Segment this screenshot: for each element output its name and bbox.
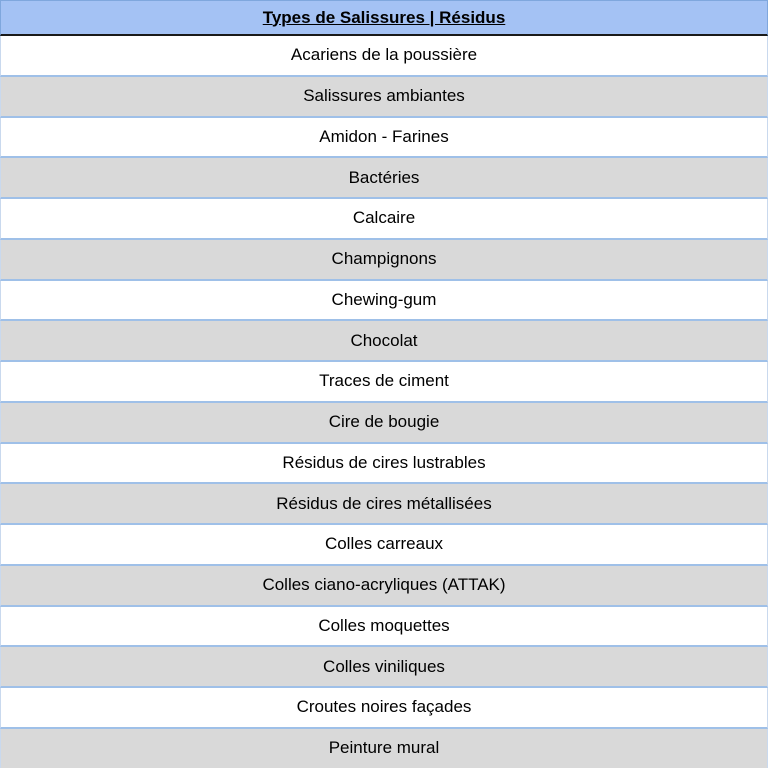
table-row[interactable]: Acariens de la poussière — [0, 36, 768, 77]
table-row[interactable]: Peinture mural — [0, 729, 768, 768]
table-header[interactable]: Types de Salissures | Résidus — [0, 0, 768, 36]
table-row[interactable]: Chocolat — [0, 321, 768, 362]
table-row[interactable]: Calcaire — [0, 199, 768, 240]
table-row[interactable]: Champignons — [0, 240, 768, 281]
table-row[interactable]: Colles carreaux — [0, 525, 768, 566]
table-row[interactable]: Résidus de cires lustrables — [0, 444, 768, 485]
table-row[interactable]: Colles viniliques — [0, 647, 768, 688]
table-row[interactable]: Résidus de cires métallisées — [0, 484, 768, 525]
table-row[interactable]: Salissures ambiantes — [0, 77, 768, 118]
table-row[interactable]: Cire de bougie — [0, 403, 768, 444]
table-body — [0, 36, 768, 768]
table-row[interactable]: Bactéries — [0, 158, 768, 199]
table-row[interactable]: Amidon - Farines — [0, 118, 768, 159]
table-row[interactable]: Chewing-gum — [0, 281, 768, 322]
table-row[interactable]: Croutes noires façades — [0, 688, 768, 729]
table-row[interactable]: Colles moquettes — [0, 607, 768, 648]
table-row[interactable]: Colles ciano-acryliques (ATTAK) — [0, 566, 768, 607]
table-row[interactable]: Traces de ciment — [0, 362, 768, 403]
